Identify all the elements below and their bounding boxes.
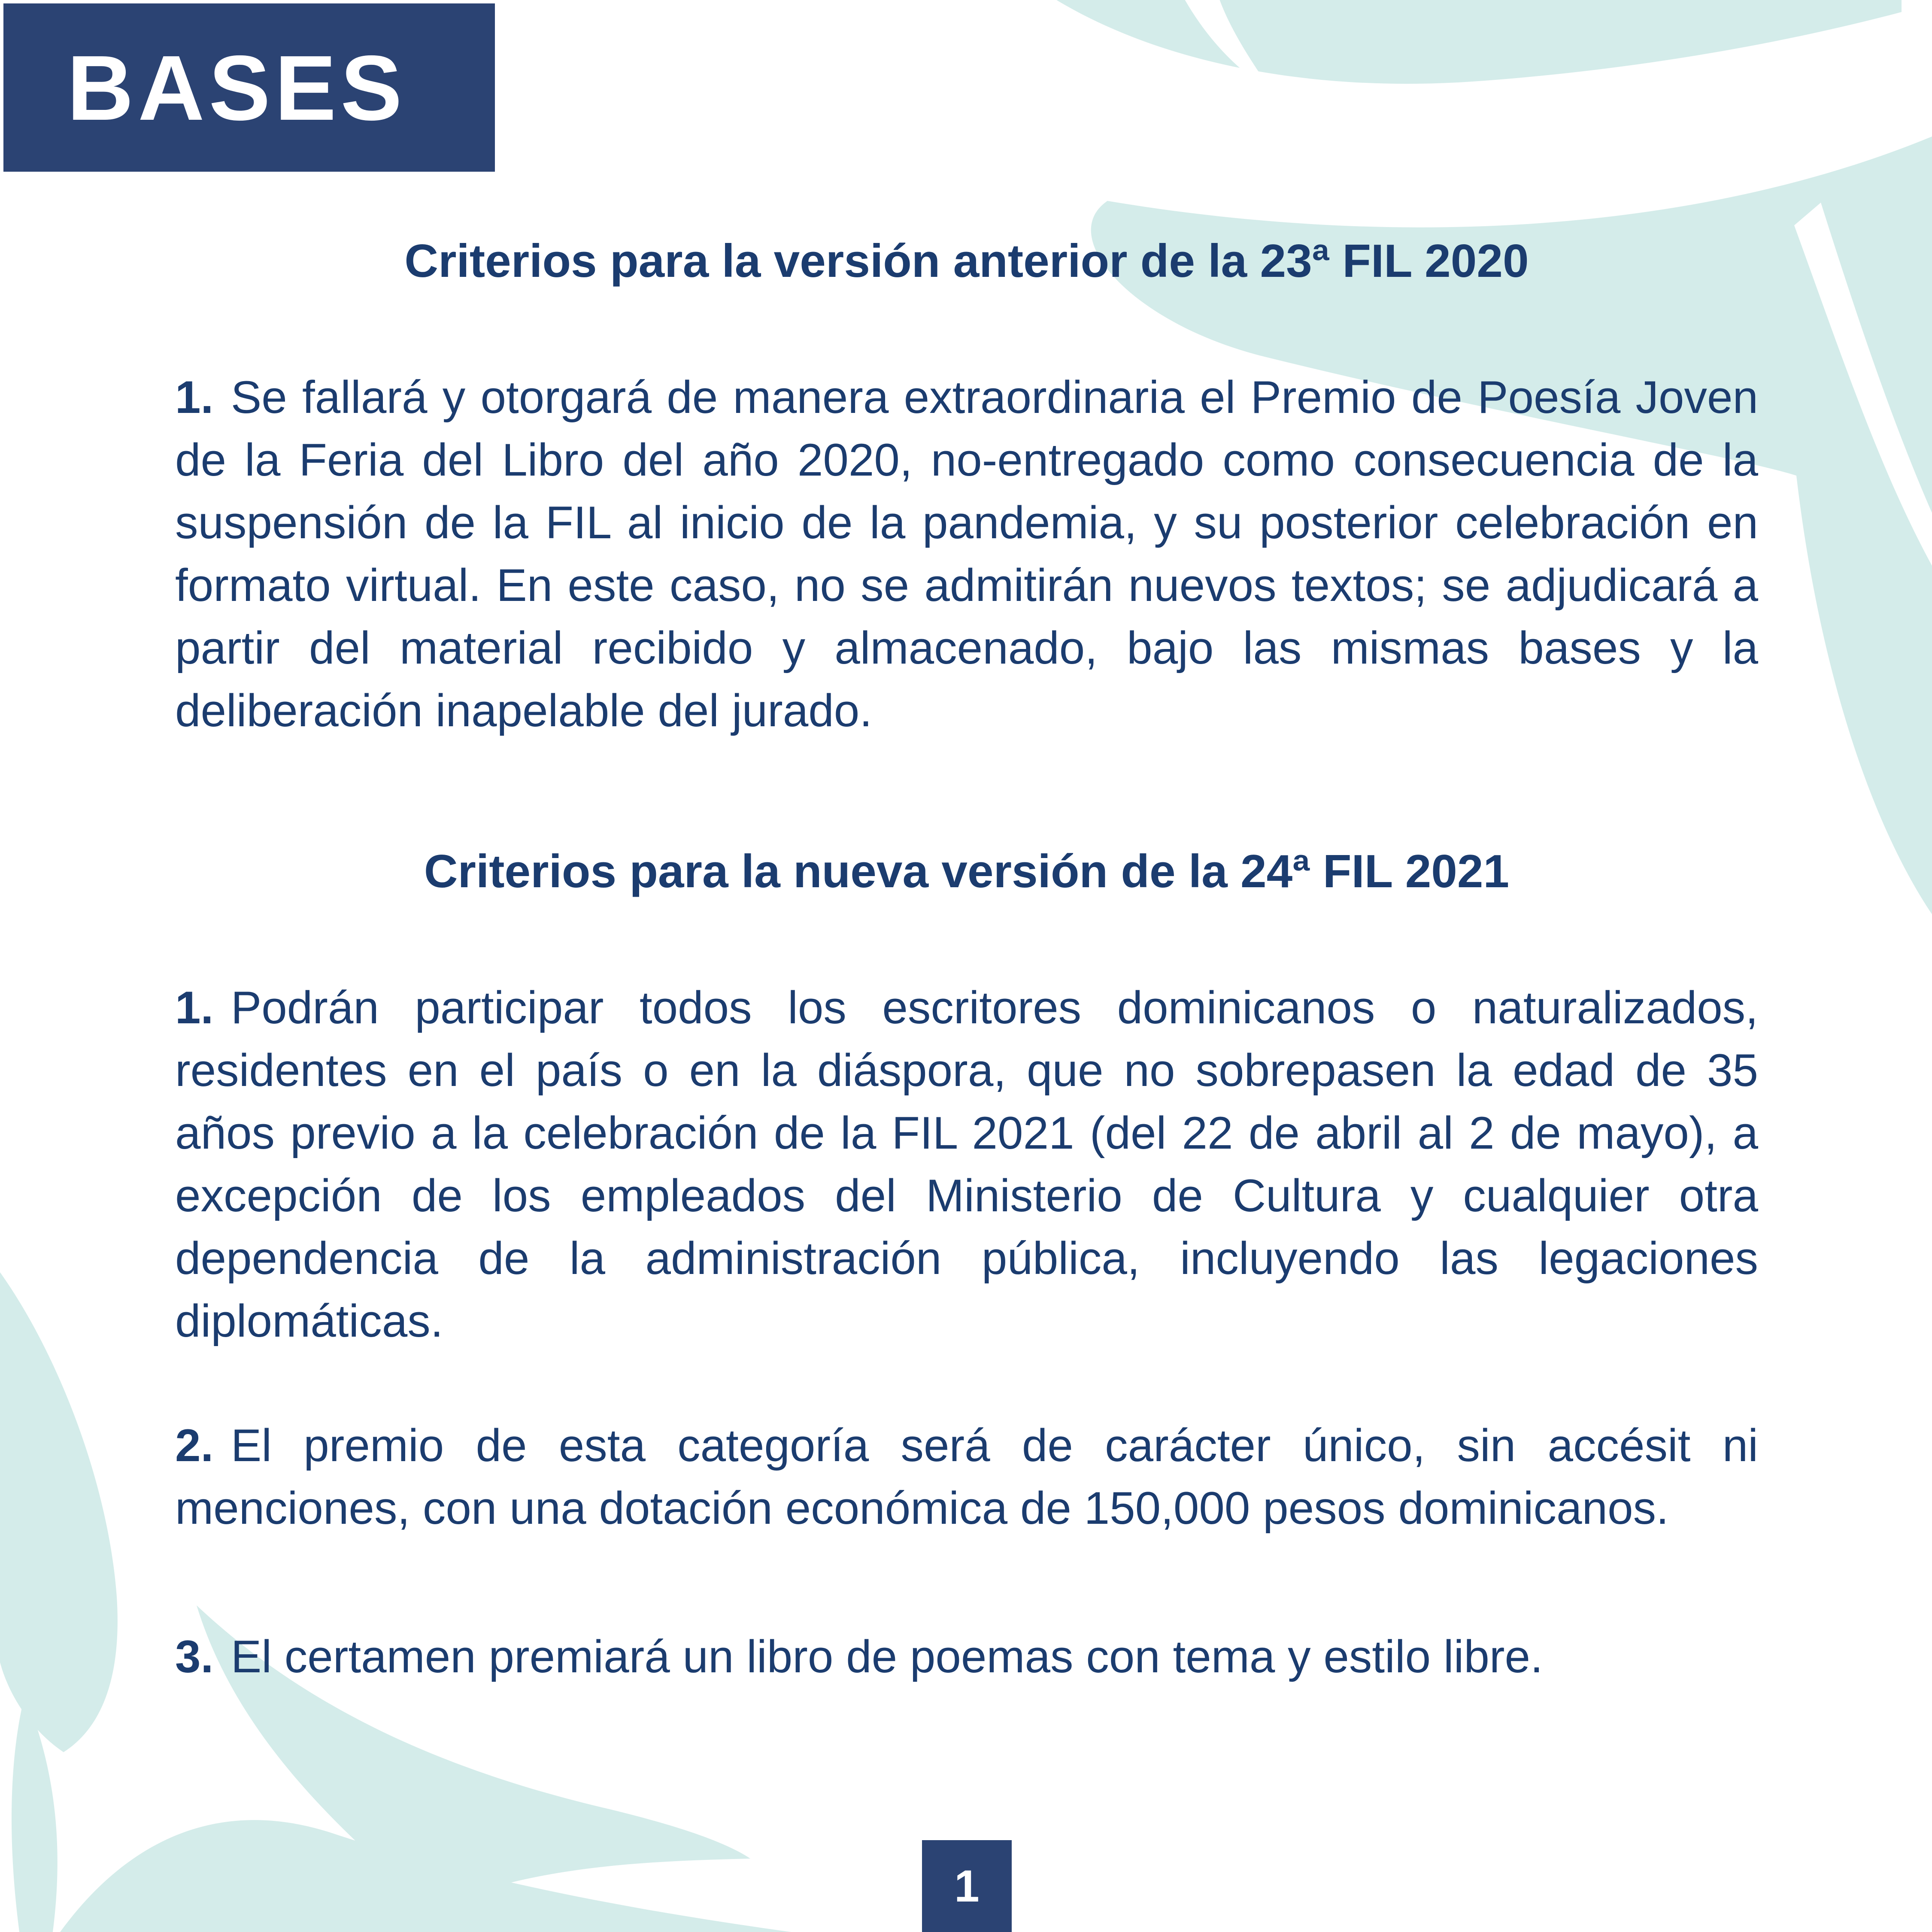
page-number: 1 xyxy=(954,1861,980,1911)
bases-header-box xyxy=(3,3,495,172)
section2-item-2 xyxy=(175,1414,1758,1539)
section2-item-1-number: 1. xyxy=(175,982,214,1033)
section1-title: Criterios para la versión anterior de la 23ª FIL 2020 xyxy=(404,235,1529,287)
section1-item-1-number: 1. xyxy=(175,371,214,423)
section1-item-1-text: Se fallará y otorgará de manera extraordinaria el Premio de Poesía Joven de la Feria del Libro del año 2020, no-entregado como consecuencia de la suspensión de la FIL al inicio de la pandemia, y su posterior celebración en formato virtual. En este caso, no se admitirán nuevos textos; se adjudicará a partir del material recibido y almacenado, bajo las mismas bases y la deliberación inapelable del jurado. xyxy=(175,371,1758,736)
section2-item-3-number: 3. xyxy=(175,1631,214,1682)
section1-item-1 xyxy=(175,366,1758,742)
leaf-top-right-band xyxy=(1049,0,1902,84)
bases-header-label: BASES xyxy=(67,36,406,140)
section2-item-2-text: El premio de esta categoría será de carácter único, sin accésit ni menciones, con una dotación económica de 150,000 pesos dominicanos. xyxy=(175,1419,1758,1534)
section2-item-1 xyxy=(175,976,1758,1352)
section2-item-1-text: Podrán participar todos los escritores dominicanos o naturalizados, residentes en el país o en la diáspora, que no sobrepasen la edad de 35 años previo a la celebración de la FIL 2021 (del 22 de abril al 2 de mayo), a excepción de los empleados del Ministerio de Cultura y cualquier otra dependencia de la administración pública, incluyendo las legaciones diplomáticas. xyxy=(175,982,1758,1347)
section2-item-2-number: 2. xyxy=(175,1419,214,1471)
section2-item-3-text: El certamen premiará un libro de poemas con tema y estilo libre. xyxy=(231,1631,1543,1682)
section2-item-3 xyxy=(175,1625,1758,1688)
section2-title: Criterios para la nueva versión de la 24ª FIL 2021 xyxy=(424,845,1510,898)
page-number-box xyxy=(922,1840,1012,1932)
leaf-left-petal xyxy=(0,1266,118,1752)
